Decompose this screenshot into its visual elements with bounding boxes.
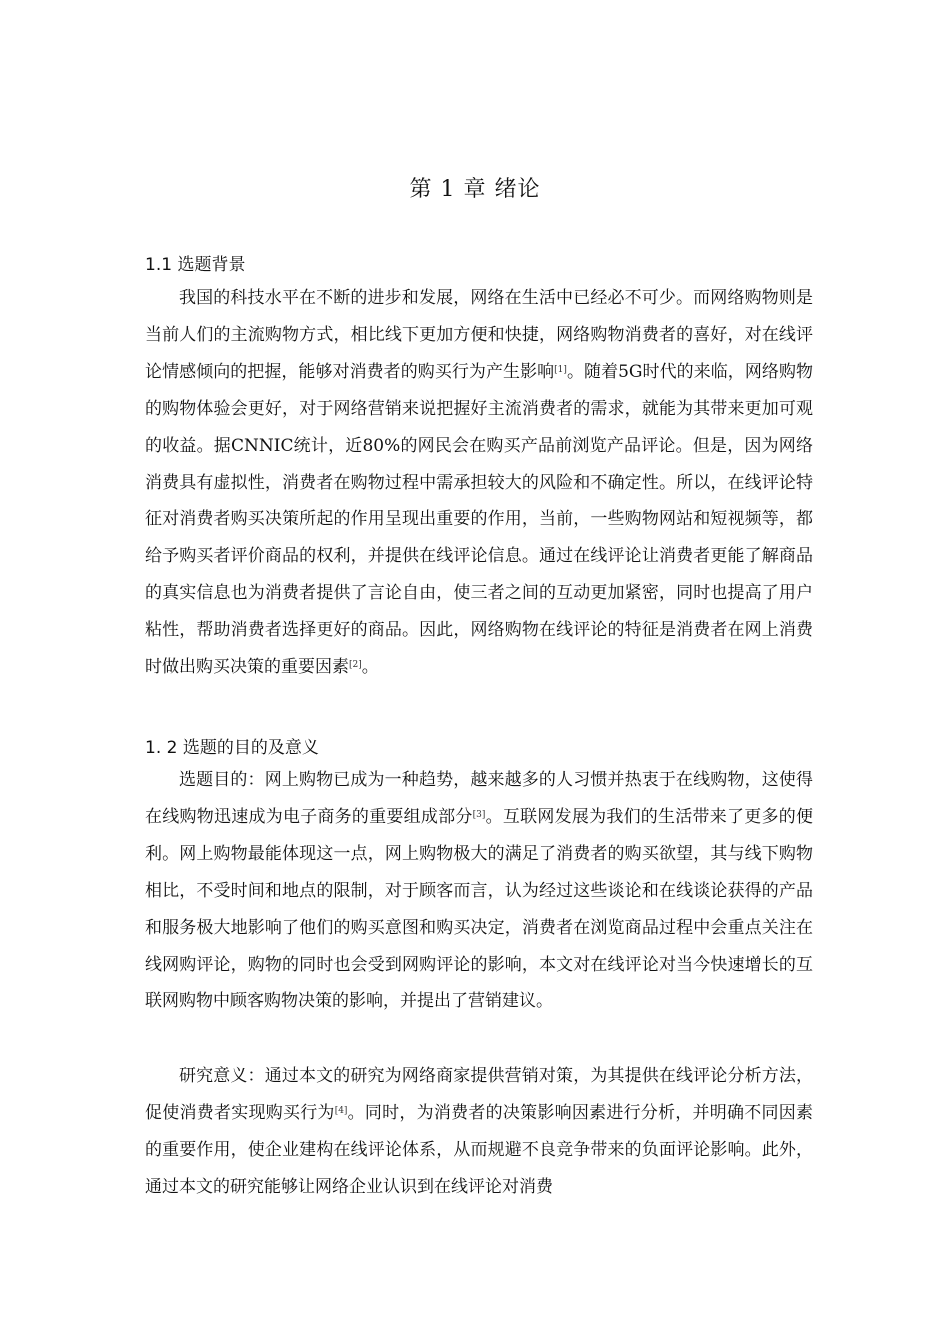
- paragraph-text: 。: [361, 657, 379, 678]
- citation-ref: [1]: [554, 364, 567, 375]
- section-heading-1-1: 1.1 选题背景: [145, 255, 246, 275]
- paragraph-significance: [145, 1058, 813, 1206]
- paragraph-background: [145, 280, 813, 686]
- citation-ref: [2]: [349, 660, 362, 671]
- paragraph-text: 。同时，为消费者的决策影响因素进行分析，并明确不同因素的重要作用，使企业建构在线评论体系，从而规避不良竞争带来的负面评论影响。此外，通过本文的研究能够让网络企业认识到在线评论对消费: [145, 1102, 814, 1197]
- paragraph-text: 。随着5G时代的来临，网络购物的购物体验会更好，对于网络营销来说把握好主流消费者的需求，就能为其带来更加可观的收益。据CNNIC统计，近80%的网民会在购买产品前浏览产品评论。但是，因为网络消费具有虚拟性，消费者在购物过程中需承担较大的风险和不确定性。所以，在线评论特征对消费者购买决策所起的作用呈现出重要的作用，当前，一些购物网站和短视频等，都给予购买者评价商品的权利，并提供在线评论信息。通过在线评论让消费者更能了解商品的真实信息也为消费者提供了言论自由，使三者之间的互动更加紧密，同时也提高了用户粘性，帮助消费者选择更好的商品。因此，网络购物在线评论的特征是消费者在网上消费时做出购买决策的重要因素: [145, 361, 813, 678]
- citation-ref: [4]: [334, 1105, 348, 1116]
- paragraph-purpose: [145, 762, 813, 1020]
- paragraph-text: 我国的科技水平在不断的进步和发展，网络在生活中已经必不可少。而网络购物则是当前人们的主流购物方式，相比线下更加方便和快捷，网络购物消费者的喜好，对在线评论情感倾向的把握，能够对消费者的购买行为产生影响: [145, 288, 813, 382]
- paragraph-text: 选题目的：网上购物已成为一种趋势，越来越多的人习惯并热衷于在线购物，这使得在线购物迅速成为电子商务的重要组成部分: [145, 770, 813, 827]
- paragraph-text: 研究意义：通过本文的研究为网络商家提供营销对策，为其提供在线评论分析方法，促使消费者实现购买行为: [145, 1066, 813, 1123]
- chapter-title: 第 1 章 绪论: [409, 177, 541, 202]
- paragraph-text: 。互联网发展为我们的生活带来了更多的便利。网上购物最能体现这一点，网上购物极大的满足了消费者的购买欲望，其与线下购物相比，不受时间和地点的限制，对于顾客而言，认为经过这些谈论和在线谈论获得的产品和服务极大地影响了他们的购买意图和购买决定，消费者在浏览商品过程中会重点关注在线网购评论，购物的同时也会受到网购评论的影响，本文对在线评论对当今快速增长的互联网购物中顾客购物决策的影响，并提出了营销建议。: [145, 806, 813, 1012]
- citation-ref: [3]: [472, 809, 486, 820]
- section-heading-1-2: 1. 2 选题的目的及意义: [145, 738, 319, 758]
